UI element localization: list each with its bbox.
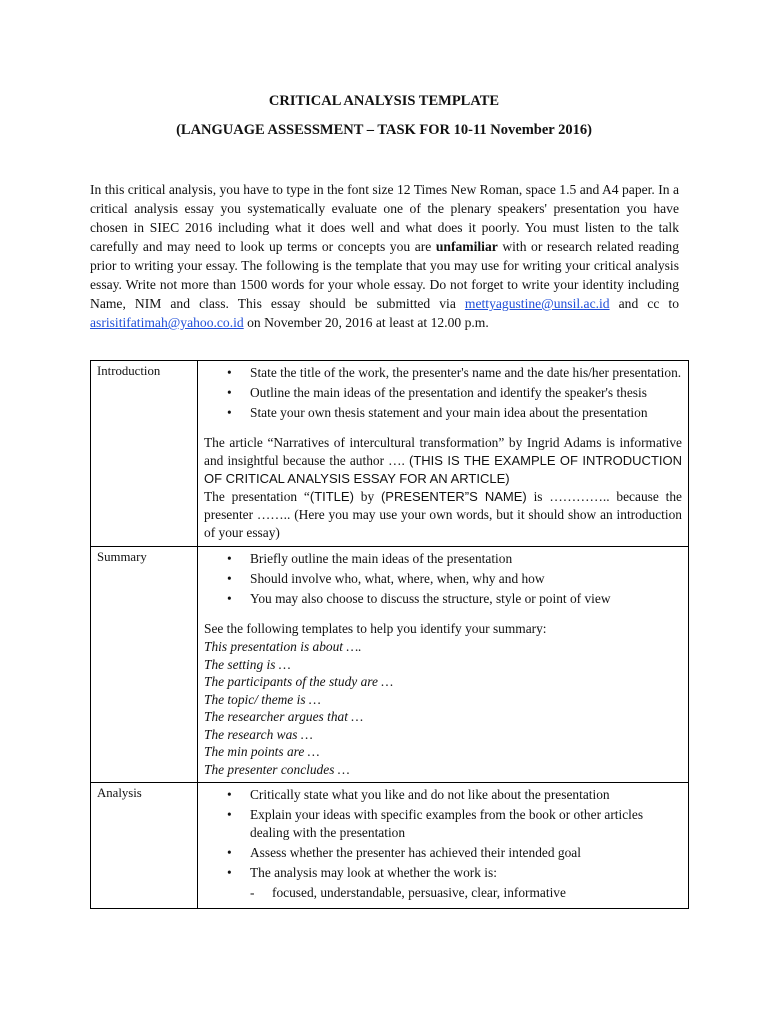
intro-text-2: with or research related reading prior to writing your essay. The following is the template that you may use for writing your critical analysis essay. Write not more than 1500 words for your whole essay. Do not forget to write your identity including Name, NIM and class. This essay should be submitted via <box>90 239 679 311</box>
summary-template-line: The participants of the study are … <box>204 674 394 689</box>
list-item: - focused, understandable, persuasive, clear, informative <box>204 884 682 902</box>
table-row-analysis <box>91 783 689 909</box>
introduction-bullets <box>204 364 682 422</box>
list-item: • Critically state what you like and do not like about the presentation <box>204 786 682 804</box>
analysis-bullets <box>204 786 682 902</box>
summary-template-line: The presenter concludes … <box>204 761 350 777</box>
intro-cc-text: and cc to <box>609 296 679 311</box>
analysis-content <box>198 783 689 909</box>
list-item: • Assess whether the presenter has achieved their intended goal <box>204 844 682 862</box>
summary-lead: See the following templates to help you identify your summary: <box>204 621 547 636</box>
summary-template-line: This presentation is about …. <box>204 639 362 654</box>
list-item: • Should involve who, what, where, when, why and how <box>204 570 682 588</box>
list-item: • State the title of the work, the presenter's name and the date his/her presentation. <box>204 364 682 382</box>
table-row-introduction <box>91 361 689 547</box>
list-item: • Briefly outline the main ideas of the presentation <box>204 550 682 568</box>
list-item: • The analysis may look at whether the work is: <box>204 864 682 882</box>
email-link-primary[interactable]: mettyagustine@unsil.ac.id <box>464 296 610 311</box>
intro-deadline-text: on November 20, 2016 at least at 12.00 p.m. <box>243 315 489 330</box>
intro-text-1: In this critical analysis, you have to type in the font size 12 Times New Roman, space 1.5 and A4 paper. In a critical analysis essay you systematically evaluate one of the plenary speakers' presentation you have chosen in SIEC 2016 including what it does well and what does it poorly. You must listen to the talk carefully and may need to look up terms or concepts you are <box>90 182 679 254</box>
summary-template-line: The setting is … <box>204 656 291 672</box>
intro-bold-word: unfamiliar <box>435 239 498 254</box>
summary-content <box>198 547 689 783</box>
email-link-cc[interactable]: asrisitifatimah@yahoo.co.id <box>90 315 244 330</box>
introduction-content <box>198 361 689 547</box>
summary-template-line: The research was … <box>204 726 313 742</box>
summary-template-line: The topic/ theme is … <box>204 691 321 707</box>
row-label-introduction: Introduction <box>91 361 198 547</box>
list-item: • State your own thesis statement and your main idea about the presentation <box>204 404 682 422</box>
template-text-c: is ………….. because the presenter …….. (Here you may use your own words, but it should show an introduction of your essay) <box>204 489 682 540</box>
document-subtitle: (LANGUAGE ASSESSMENT – TASK FOR 10-11 November 2016) <box>176 122 592 138</box>
list-item: • Outline the main ideas of the presentation and identify the speaker's thesis <box>204 384 682 402</box>
summary-template-line: The researcher argues that … <box>204 709 364 724</box>
template-title-placeholder: (TITLE) <box>309 489 354 504</box>
table-row-summary <box>91 547 689 783</box>
summary-bullets <box>204 550 682 608</box>
template-text-b: by <box>353 489 381 504</box>
introduction-example <box>204 434 682 542</box>
intro-paragraph <box>90 180 679 332</box>
template-presenter-placeholder: (PRESENTER”S NAME) <box>380 489 527 504</box>
example-text: The article “Narratives of intercultural transformation” by Ingrid Adams is informative and insightful because the author …. <box>204 435 682 468</box>
row-label-summary: Summary <box>91 547 198 783</box>
document-title: CRITICAL ANALYSIS TEMPLATE <box>268 93 500 109</box>
list-item: • Explain your ideas with specific examples from the book or other articles dealing with the presentation <box>204 806 682 842</box>
example-caps-note: (THIS IS THE EXAMPLE OF INTRODUCTION OF CRITICAL ANALYSIS ESSAY FOR AN ARTICLE) <box>204 453 682 486</box>
summary-template-line: The min points are … <box>204 744 320 759</box>
template-text-a: The presentation “ <box>204 489 310 504</box>
template-table <box>90 360 689 909</box>
list-item: • You may also choose to discuss the structure, style or point of view <box>204 590 682 608</box>
row-label-analysis: Analysis <box>91 783 198 909</box>
